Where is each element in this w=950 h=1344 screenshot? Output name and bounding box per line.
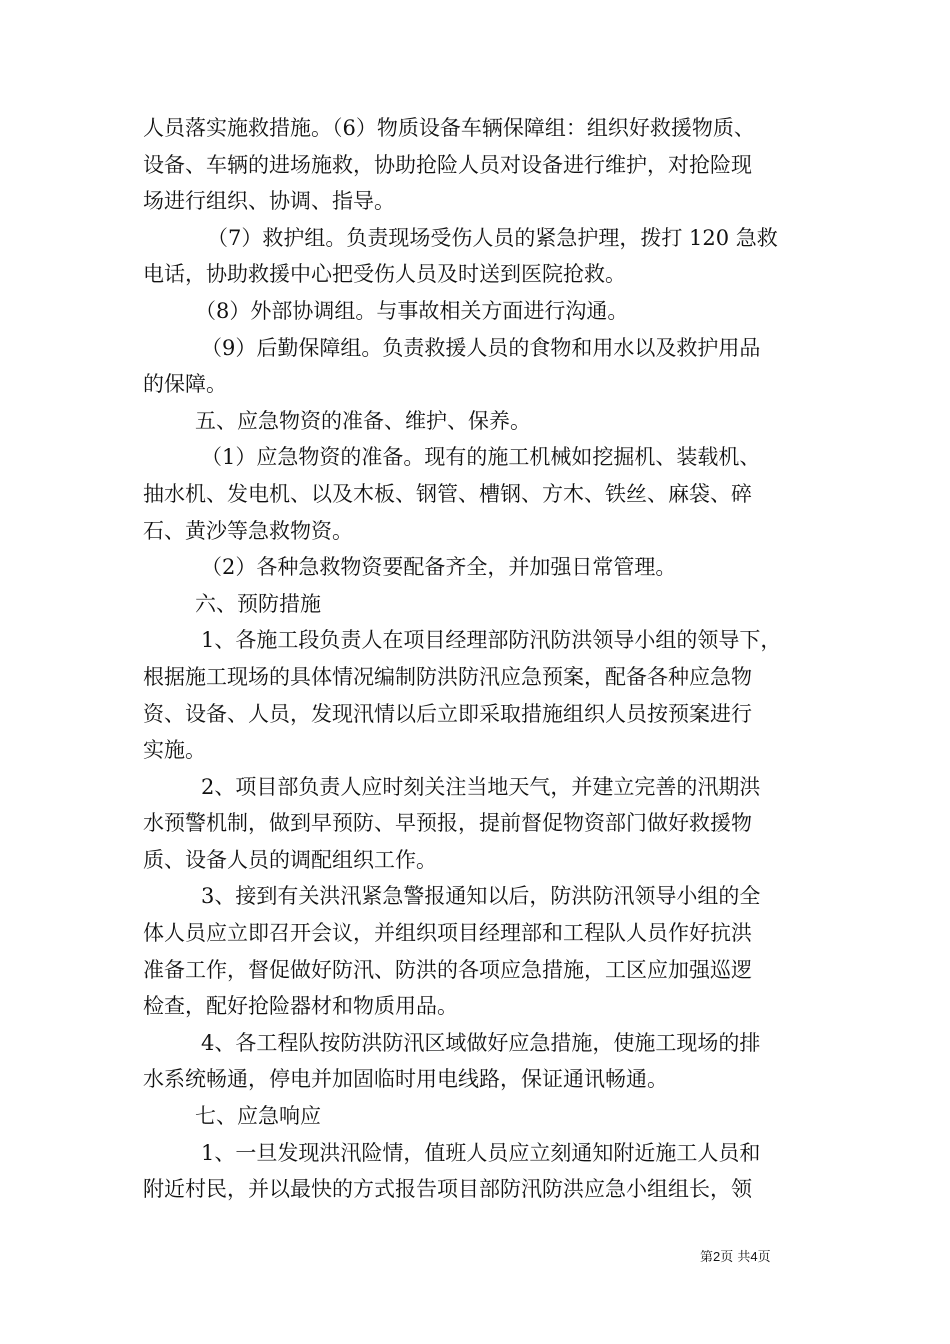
text-line: 1、各施工段负责人在项目经理部防汛防洪领导小组的领导下， [201, 628, 782, 653]
text-line: 资、设备、人员，发现汛情以后立即采取措施组织人员按预案进行 [143, 701, 752, 726]
text-line: 实施。 [143, 738, 206, 763]
text-line: （9）后勤保障组。负责救援人员的食物和用水以及救护用品 [201, 335, 761, 360]
text-line: 的保障。 [143, 372, 227, 397]
text-line: 质、设备人员的调配组织工作。 [143, 847, 437, 872]
page-number-footer [700, 1246, 771, 1265]
text-line: 石、黄沙等急救物资。 [143, 518, 353, 543]
current-page-number: 2 [713, 1249, 721, 1264]
text-line: 五、应急物资的准备、维护、保养。 [195, 408, 531, 433]
text-line: （8）外部协调组。与事故相关方面进行沟通。 [195, 298, 629, 323]
text-line: 1、一旦发现洪汛险情，值班人员应立刻通知附近施工人员和 [201, 1140, 761, 1165]
text-line: 根据施工现场的具体情况编制防洪防汛应急预案，配备各种应急物 [143, 664, 752, 689]
text-line: 检查，配好抢险器材和物质用品。 [143, 994, 458, 1019]
text-line: 人员落实施救措施。（6）物质设备车辆保障组：组织好救援物质、 [143, 116, 755, 140]
text-line: 抽水机、发电机、以及木板、钢管、槽钢、方木、铁丝、麻袋、碎 [143, 481, 752, 506]
text-line: （1）应急物资的准备。现有的施工机械如挖掘机、装载机、 [201, 445, 761, 470]
footer-suffix: 页 [757, 1250, 771, 1265]
text-line: 六、预防措施 [195, 591, 321, 616]
text-line: 4、各工程队按防洪防汛区域做好应急措施，使施工现场的排 [201, 1030, 761, 1055]
text-line: （2）各种急救物资要配备齐全，并加强日常管理。 [201, 555, 677, 580]
text-line: 准备工作，督促做好防汛、防洪的各项应急措施，工区应加强巡逻 [143, 957, 752, 982]
text-line: 3、接到有关洪汛紧急警报通知以后，防洪防汛领导小组的全 [201, 884, 761, 909]
text-line: 体人员应立即召开会议，并组织项目经理部和工程队人员作好抗洪 [143, 921, 752, 946]
text-line: 附近村民，并以最快的方式报告项目部防汛防洪应急小组组长，领 [143, 1177, 752, 1202]
footer-prefix: 第 [700, 1250, 714, 1265]
text-line: （7）救护组。负责现场受伤人员的紧急护理，拨打 120 急救 [207, 225, 778, 250]
total-pages-number: 4 [750, 1249, 758, 1264]
text-line: 电话，协助救援中心把受伤人员及时送到医院抢救。 [143, 262, 626, 287]
text-line: 2、项目部负责人应时刻关注当地天气，并建立完善的汛期洪 [201, 774, 761, 799]
document-body [143, 110, 815, 1208]
footer-middle: 页 共 [720, 1250, 751, 1265]
text-line: 水系统畅通，停电并加固临时用电线路，保证通讯畅通。 [143, 1067, 668, 1092]
text-line: 设备、车辆的进场施救，协助抢险人员对设备进行维护，对抢险现 [143, 152, 752, 177]
text-line: 场进行组织、协调、指导。 [143, 189, 395, 214]
text-line: 七、应急响应 [195, 1104, 321, 1129]
text-line: 水预警机制，做到早预防、早预报，提前督促物资部门做好救援物 [143, 811, 752, 836]
